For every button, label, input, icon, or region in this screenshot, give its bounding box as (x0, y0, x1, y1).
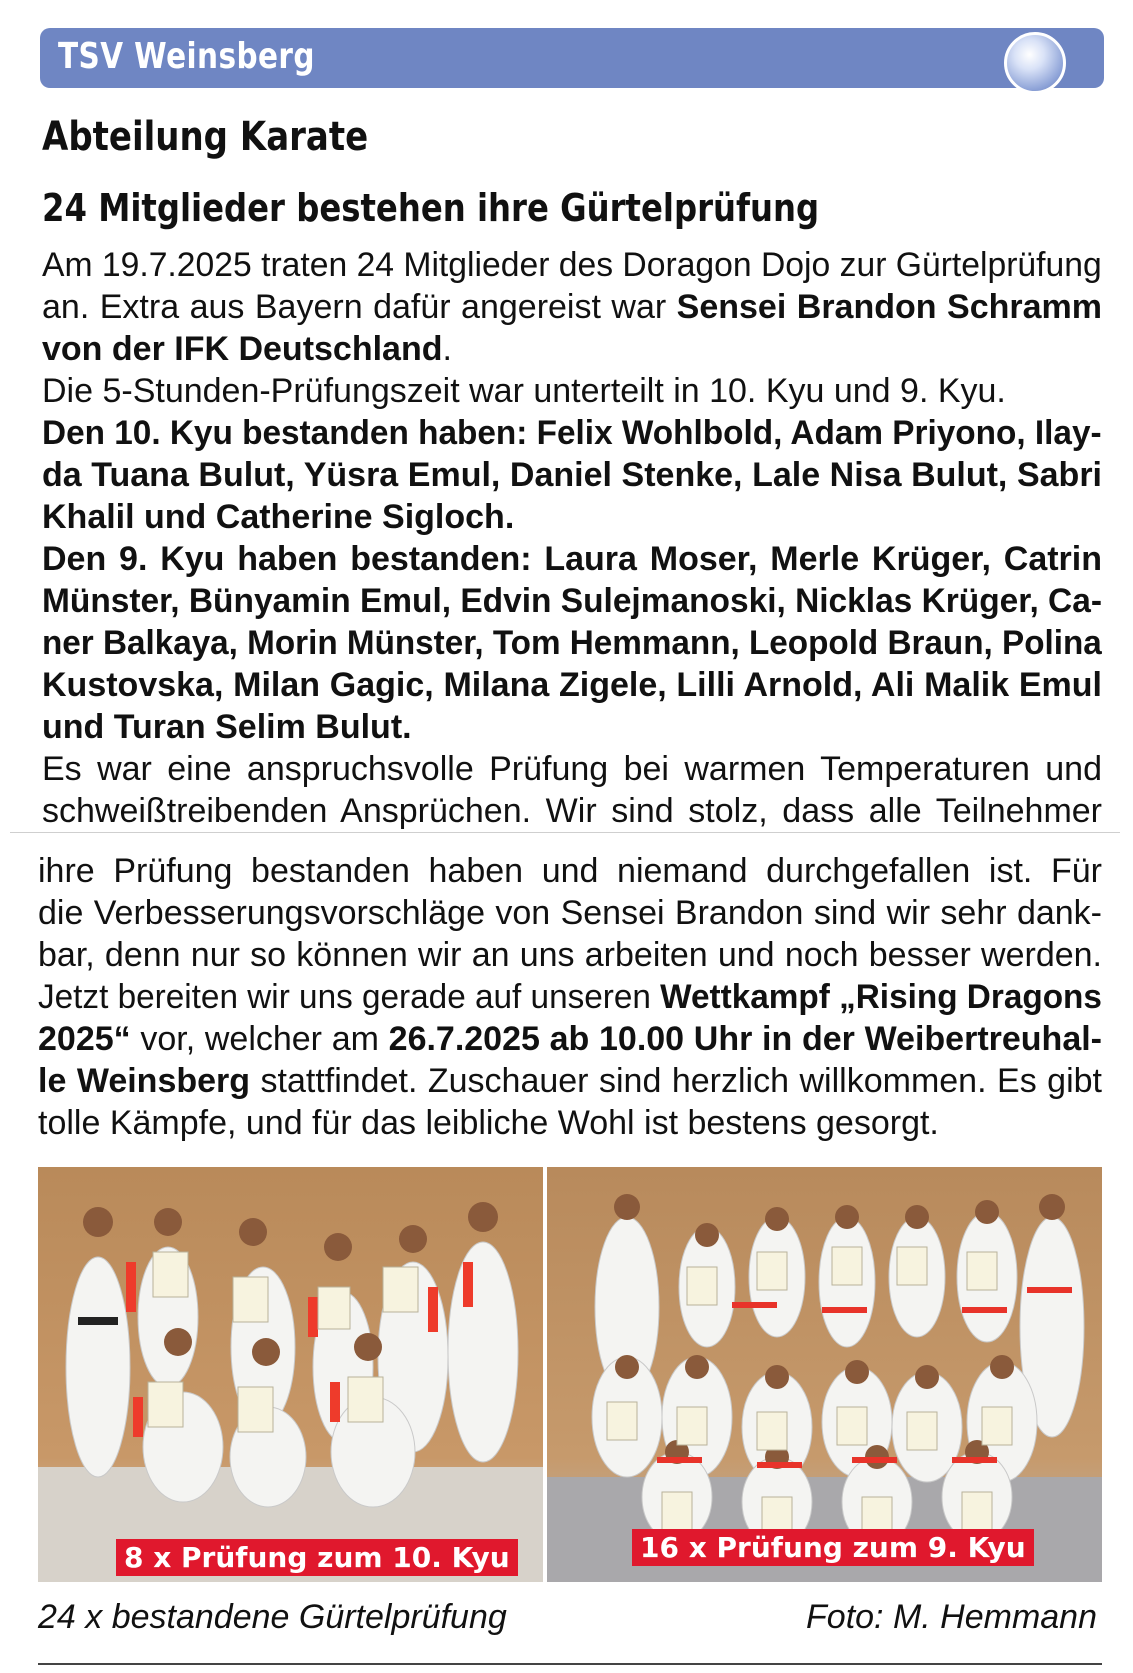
bold-text-run: Khalil und Catherine Sigloch. (42, 498, 515, 536)
text-line (38, 850, 1102, 892)
text-line (42, 622, 1102, 664)
text-run: vor, welcher am (130, 1020, 389, 1058)
text-run: bar, denn nur so können wir an uns arbeiten und noch besser werden. (38, 936, 1102, 974)
bold-text-run: le Weinsberg (38, 1062, 251, 1100)
text-run: tolle Kämpfe, und für das leibliche Wohl ist bestens gesorgt. (38, 1104, 939, 1142)
article-text-part2 (38, 850, 1102, 1144)
text-line (38, 1102, 1102, 1144)
photo-10-kyu-group (38, 1167, 543, 1582)
photo-label-10-kyu: 8 x Prüfung zum 10. Kyu (116, 1539, 518, 1576)
bold-text-run: da Tuana Bulut, Yüsra Emul, Daniel Stenke, Lale Nisa Bulut, Sabri (42, 456, 1102, 494)
bold-text-run: Kustovska, Milan Gagic, Milana Zigele, Lilli Arnold, Ali Malik Emul (42, 666, 1102, 704)
text-line (42, 244, 1102, 286)
text-run: schweißtreibenden Ansprüchen. Wir sind stolz, dass alle Teilnehmer (42, 792, 1102, 830)
bold-text-run: Sensei Brandon Schramm (676, 288, 1102, 326)
article-text-part1 (42, 244, 1102, 832)
text-line (38, 892, 1102, 934)
section-title: TSV Weinsberg (58, 36, 315, 77)
article-headline: 24 Mitglieder bestehen ihre Gürtelprüfung (42, 186, 820, 230)
text-line (38, 1018, 1102, 1060)
text-run: Es war eine anspruchsvolle Prüfung bei warmen Temperaturen und (42, 750, 1102, 788)
text-line (42, 664, 1102, 706)
photo-label-9-kyu: 16 x Prüfung zum 9. Kyu (632, 1529, 1034, 1566)
text-line (38, 934, 1102, 976)
bold-text-run: Den 10. Kyu bestanden haben: Felix Wohlbold, Adam Priyono, Ilay- (42, 414, 1102, 452)
text-run: ihre Prüfung bestanden haben und niemand durchgefallen ist. Für (38, 852, 1102, 890)
bold-text-run: 26.7.2025 ab 10.00 Uhr in der Weibertreuhal- (388, 1020, 1102, 1058)
text-line (42, 580, 1102, 622)
section-heading: Abteilung Karate (42, 114, 369, 160)
text-line (42, 328, 1102, 370)
text-line (42, 496, 1102, 538)
text-line (42, 538, 1102, 580)
bold-text-run: von der IFK Deutschland (42, 330, 443, 368)
photo-credit: Foto: M. Hemmann (806, 1598, 1097, 1636)
section-header-bar (40, 28, 1104, 88)
bold-text-run: Den 9. Kyu haben bestanden: Laura Moser, Merle Krüger, Catrin (42, 540, 1102, 578)
photo-caption: 24 x bestandene Gürtelprüfung (38, 1598, 507, 1636)
text-line (42, 748, 1102, 790)
text-line (38, 976, 1102, 1018)
text-run: Jetzt bereiten wir uns gerade auf unseren (38, 978, 661, 1016)
text-line (42, 370, 1102, 412)
text-run: . (442, 330, 452, 368)
bold-text-run: Münster, Bünyamin Emul, Edvin Sulejmanoski, Nicklas Krüger, Ca- (42, 582, 1102, 620)
bold-text-run: 2025“ (38, 1020, 131, 1058)
column-divider (10, 832, 1120, 833)
text-line (42, 706, 1102, 748)
text-run: an. Extra aus Bayern dafür angereist war (42, 288, 677, 326)
text-line (42, 286, 1102, 328)
orb-icon (1004, 32, 1066, 94)
text-run: die Verbesserungsvorschläge von Sensei Brandon sind wir sehr dank- (38, 894, 1102, 932)
text-run: stattfindet. Zuschauer sind herzlich willkommen. Es gibt (250, 1062, 1102, 1100)
bottom-rule (38, 1663, 1102, 1665)
text-line (42, 412, 1102, 454)
text-line (38, 1060, 1102, 1102)
text-line (42, 454, 1102, 496)
bold-text-run: ner Balkaya, Morin Münster, Tom Hemmann, Leopold Braun, Polina (42, 624, 1102, 662)
bold-text-run: Wettkampf „Rising Dragons (660, 978, 1102, 1016)
photo-9-kyu-group (547, 1167, 1102, 1582)
text-line (42, 790, 1102, 832)
bold-text-run: und Turan Selim Bulut. (42, 708, 412, 746)
text-run: Am 19.7.2025 traten 24 Mitglieder des Doragon Dojo zur Gürtelprüfung (42, 246, 1102, 284)
text-run: Die 5-Stunden-Prüfungszeit war unterteilt in 10. Kyu und 9. Kyu. (42, 372, 1006, 410)
